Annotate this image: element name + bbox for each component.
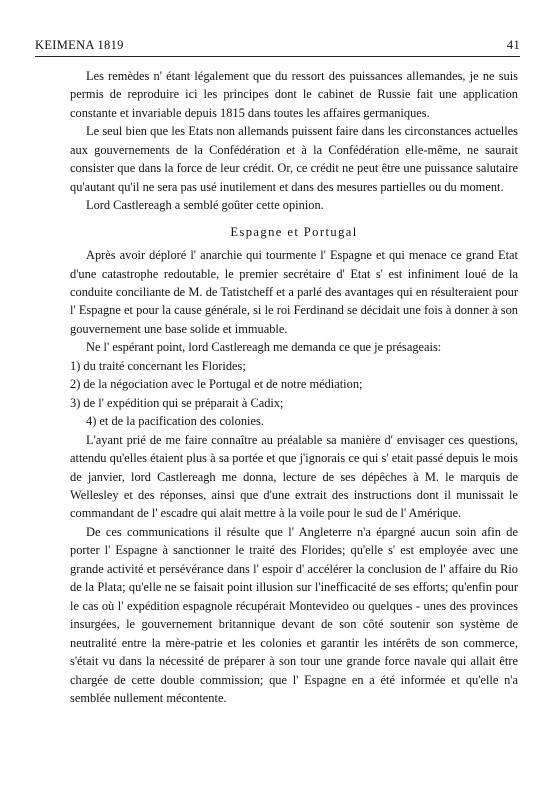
page-number: 41 bbox=[506, 38, 520, 52]
paragraph: De ces communications il résulte que l' Angleterre n'a épargné aucun soin afin de porter l' Espagne à sanctionner le traité des Florides; qu'elle s' est employée avec une grande activité et persévérance dans l' espoir d' accélérer la conclusion de l' affaire du Rio de la Plata; qu'elle ne se faisait point illusion sur l'inefficacité de ses efforts; qu'enfin pour le cas où l' expédition espagnole récupérait Montevideo ou quelques - unes des provinces insurgées, le gouvernement britannique devant de son côté soutenir son système de neutralité entre la mère-patrie et les colonies et garantir les intérêts de son commerce, s'était vu dans la nécessité de préparer à son tour une grande force navale qui allait être chargée de cette double commission; que l' Espagne en a été informée et qu'elle n'a semblée nullement mécontente. bbox=[70, 524, 518, 705]
list-item: 2) de la négociation avec le Portugal et de notre médiation; bbox=[70, 377, 363, 392]
paragraph: L'ayant prié de me faire connaître au préalable sa manière d' envisager ces questions, attendu qu'elles étaient plus à sa portée et que j'ignorais ce qui s' etait passé depuis le mois de janvier, lord Castlereagh me donna, lecture de ses dépêches à M. le marquis de Wellesley et des réponses, ainsi que d'une extrait des instructions dont il munissait le commandant de l' escadre qui alait mettre à la voile pour le sud de l' Amérique. bbox=[70, 432, 518, 521]
paragraph: Les remèdes n' étant légalement que du ressort des puissances allemandes, je ne suis permis de reproduire ici les principes dont le cabinet de Russie fait une application constante et invariable depuis 1815 dans toutes les affaires germaniques. bbox=[70, 69, 518, 120]
paragraph: Lord Castlereagh a semblé goûter cette opinion. bbox=[86, 198, 324, 213]
paragraph: Ne l' espérant point, lord Castlereagh me demanda ce que je présageais: bbox=[86, 340, 442, 355]
paragraph: Après avoir déploré l' anarchie qui tourmente l' Espagne et qui menace ce grand Etat d'une catastrophe redoutable, le premier secrétaire d' Etat s' est infiniment loué de la conduite conciliante de M. de Tatistcheff et a parlé des avantages qui en résulteraient pour l' Espagne et pour la cause générale, si le roi Ferdinand se décidait une fois à donner à son gouvernement une base solide et immuable. bbox=[70, 248, 518, 336]
running-title: KEIMENA 1819 bbox=[35, 38, 124, 52]
paragraph: Le seul bien que les Etats non allemands puissent faire dans les circonstances actuelles aux gouvernements de la Confédération et à la Confédération elle-même, ne saurait consister que dans la force de leur crédit. Or, ce crédit ne peut être une puissance salutaire qu'autant qu'il ne sera pas usé inutilement et dans des mesures partielles ou du moment. bbox=[70, 124, 518, 194]
list-item: 1) du traité concernant les Florides; bbox=[70, 358, 246, 373]
page-body bbox=[70, 67, 518, 707]
section-title: Espagne et Portugal bbox=[230, 224, 358, 239]
list-item: 4) et de la pacification des colonies. bbox=[86, 414, 264, 429]
page-header bbox=[35, 36, 520, 57]
list-item: 3) de l' expédition qui se préparait à Cadix; bbox=[70, 395, 284, 410]
